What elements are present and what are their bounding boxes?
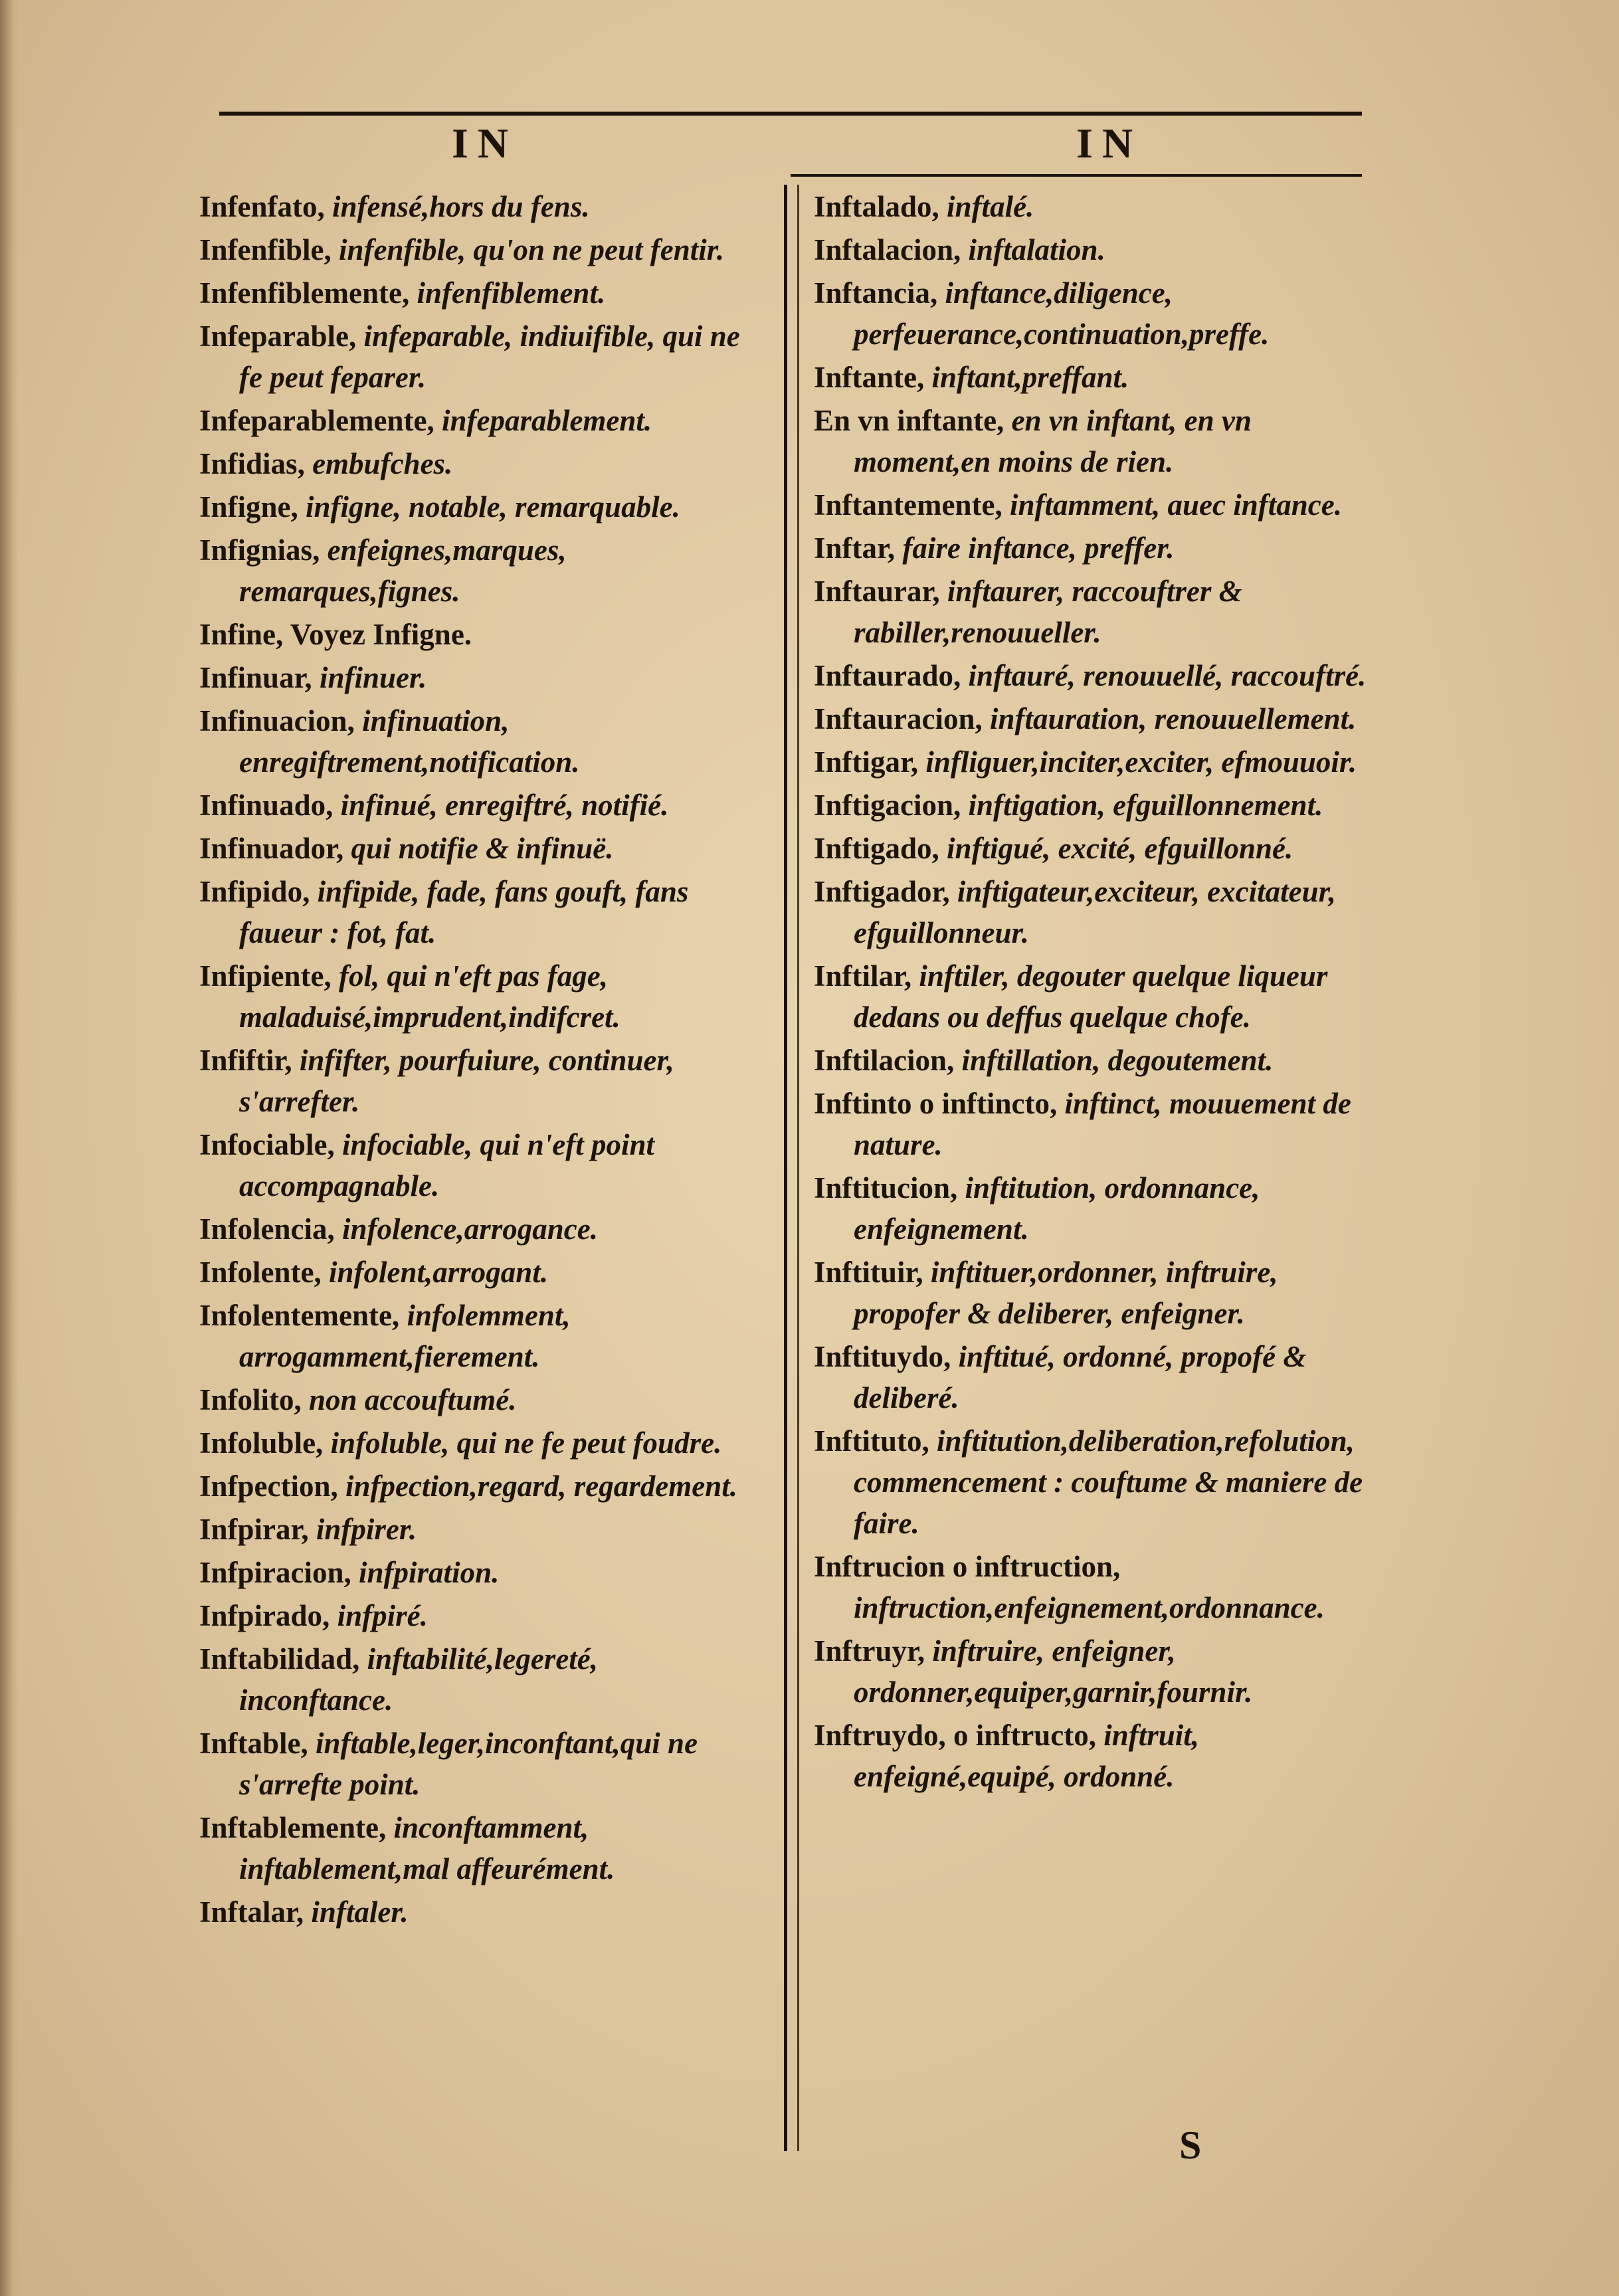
- running-head-right: IN: [1076, 120, 1143, 167]
- entry-headword: Inftilar,: [814, 959, 912, 993]
- entry-headword: Inftituydo,: [814, 1340, 951, 1373]
- dictionary-entry: [199, 443, 757, 484]
- entry-headword: Inftigacion,: [814, 789, 961, 822]
- dictionary-entry: [814, 571, 1372, 653]
- dictionary-entry: [199, 657, 757, 698]
- entry-headword: Infolente,: [199, 1256, 322, 1289]
- entry-definition: inftinct, mouuement de nature.: [854, 1087, 1351, 1161]
- dictionary-entry: [199, 186, 757, 227]
- dictionary-entry: [814, 1252, 1372, 1334]
- entry-headword: Infenfiblemente,: [199, 276, 410, 310]
- dictionary-entry: [199, 785, 757, 826]
- dictionary-entry: [814, 1167, 1372, 1250]
- entry-definition: inftable,leger,inconftant,qui ne s'arrefte point.: [239, 1727, 698, 1801]
- entry-headword: Inftaurado,: [814, 659, 961, 692]
- entry-definition: inftillation, degoutement.: [954, 1044, 1274, 1077]
- dictionary-entry: [199, 229, 757, 270]
- dictionary-entry: [814, 785, 1372, 826]
- dictionary-entry: [199, 529, 757, 612]
- dictionary-entry: [814, 698, 1372, 739]
- dictionary-entry: [199, 1807, 757, 1889]
- dictionary-entry: [814, 1083, 1372, 1165]
- entry-headword: Infinuado,: [199, 789, 333, 822]
- dictionary-entry: [814, 655, 1372, 696]
- entry-headword: Inftitucion,: [814, 1171, 958, 1204]
- entry-definition: inftabilité,legereté, inconftance.: [239, 1642, 599, 1717]
- dictionary-entry: [199, 1379, 757, 1420]
- dictionary-entry: [814, 828, 1372, 869]
- entry-headword: Inftancia,: [814, 276, 938, 310]
- entry-headword: Infine, Voyez Infigne.: [199, 618, 472, 651]
- entry-definition: inftitution, ordonnance, enfeignement.: [854, 1171, 1260, 1246]
- entry-definition: inftituer,ordonner, inftruire, propofer & deliberer, enfeigner.: [854, 1256, 1278, 1330]
- dictionary-entry: [199, 614, 757, 655]
- dictionary-entry: [199, 316, 757, 398]
- entry-definition: inftauration, renouuellement.: [982, 702, 1357, 735]
- entry-definition: inftance,diligence, perfeuerance,continuation,preffe.: [854, 276, 1270, 351]
- entry-headword: Inftruyr,: [814, 1634, 925, 1668]
- dictionary-entry: [814, 1546, 1372, 1628]
- dictionary-entry: [199, 1509, 757, 1550]
- dictionary-entry: [199, 1208, 757, 1250]
- entry-headword: Infeparable,: [199, 320, 357, 353]
- dictionary-entry: [199, 1723, 757, 1805]
- entry-definition: infoluble, qui ne fe peut foudre.: [323, 1426, 722, 1460]
- dictionary-entry: [814, 741, 1372, 783]
- entry-headword: Infenfato,: [199, 190, 325, 223]
- entry-headword: Inftabilidad,: [199, 1642, 360, 1675]
- entry-definition: inftalation.: [961, 233, 1105, 266]
- dictionary-entry: [814, 272, 1372, 355]
- entry-definition: infinuer.: [312, 661, 427, 694]
- entry-definition: inftalé.: [939, 190, 1034, 223]
- dictionary-entry: [814, 1715, 1372, 1797]
- entry-definition: infliguer,inciter,exciter, efmouuoir.: [918, 745, 1357, 779]
- entry-definition: inftaler.: [304, 1895, 409, 1929]
- dictionary-entry: [199, 1466, 757, 1507]
- entry-headword: Inftituir,: [814, 1256, 923, 1289]
- entry-definition: embufches.: [304, 447, 453, 480]
- entry-definition: infolemment, arrogamment,fierement.: [239, 1299, 571, 1373]
- entry-headword: Inftigar,: [814, 745, 919, 779]
- entry-definition: faire inftance, preffer.: [895, 531, 1175, 565]
- dictionary-entry: [199, 1252, 757, 1293]
- dictionary-entry: [814, 400, 1372, 482]
- entry-headword: Infoluble,: [199, 1426, 324, 1460]
- entry-headword: Infolentemente,: [199, 1299, 400, 1332]
- entry-headword: Inftante,: [814, 361, 925, 394]
- entry-headword: Infinuar,: [199, 661, 312, 694]
- dictionary-entry: [814, 871, 1372, 953]
- entry-headword: Inftigador,: [814, 875, 950, 908]
- dictionary-entry: [199, 1891, 757, 1933]
- entry-definition: infenfiblement.: [409, 276, 606, 310]
- entry-headword: Inftar,: [814, 531, 896, 565]
- dictionary-column-right: [814, 186, 1372, 1799]
- entry-definition: inftigation, efguillonnement.: [961, 789, 1323, 822]
- entry-definition: infolent,arrogant.: [321, 1256, 549, 1289]
- entry-headword: Inftauracion,: [814, 702, 983, 735]
- entry-headword: Inftantemente,: [814, 488, 1002, 522]
- entry-headword: Infigne,: [199, 490, 298, 524]
- entry-headword: Inftituto,: [814, 1424, 929, 1458]
- entry-definition: inftitué, ordonné, propofé & deliberé.: [854, 1340, 1307, 1414]
- entry-definition: inftigué, excité, efguillonné.: [939, 832, 1293, 865]
- dictionary-entry: [814, 229, 1372, 270]
- entry-headword: Inftinto o inftincto,: [814, 1087, 1058, 1120]
- dictionary-entry: [199, 828, 757, 869]
- entry-headword: Infeparablemente,: [199, 404, 434, 437]
- entry-definition: infeparable, indiuifible, qui ne fe peut feparer.: [239, 320, 740, 394]
- entry-definition: inftitution,deliberation,refolution, commencement : couftume & maniere de faire.: [854, 1424, 1363, 1540]
- entry-definition: infeparablement.: [434, 404, 652, 437]
- entry-definition: infifter, pourfuiure, continuer, s'arrefter.: [239, 1044, 674, 1118]
- dictionary-entry: [814, 484, 1372, 526]
- dictionary-entry: [199, 871, 757, 953]
- entry-headword: Infpiracion,: [199, 1556, 351, 1589]
- entry-definition: infpirer.: [308, 1513, 417, 1546]
- entry-definition: inftruction,enfeignement,ordonnance.: [854, 1591, 1325, 1624]
- entry-definition: infipide, fade, fans gouft, fans faueur : fot, fat.: [239, 875, 689, 949]
- entry-definition: infenfible, qu'on ne peut fentir.: [331, 233, 725, 266]
- dictionary-entry: [199, 700, 757, 783]
- entry-definition: infensé,hors du fens.: [324, 190, 590, 223]
- entry-definition: infolence,arrogance.: [334, 1212, 598, 1246]
- entry-headword: Inftrucion o inftruction,: [814, 1550, 1121, 1583]
- entry-definition: infociable, qui n'eft point accompagnable.: [239, 1128, 655, 1202]
- dictionary-column-left: [199, 186, 757, 1935]
- entry-headword: Infignias,: [199, 533, 320, 567]
- header-rule-right: [791, 174, 1362, 177]
- entry-headword: Infipiente,: [199, 959, 332, 993]
- entry-headword: Inftruydo, o inftructo,: [814, 1719, 1096, 1752]
- signature-mark: S: [1179, 2123, 1202, 2167]
- column-divider-inner: [797, 185, 799, 2151]
- entry-definition: infigne, notable, remarquable.: [298, 490, 680, 524]
- dictionary-entry: [814, 1420, 1372, 1544]
- entry-definition: qui notifie & infinuë.: [343, 832, 614, 865]
- entry-definition: inftauré, renouuellé, raccouftré.: [961, 659, 1367, 692]
- entry-headword: Infiftir,: [199, 1044, 292, 1077]
- entry-headword: Inftaurar,: [814, 575, 940, 608]
- entry-headword: Infpirado,: [199, 1599, 330, 1632]
- entry-headword: En vn inftante,: [814, 404, 1004, 437]
- dictionary-entry: [199, 1040, 757, 1122]
- entry-headword: Infolito,: [199, 1383, 302, 1416]
- entry-definition: infpection,regard, regardement.: [337, 1470, 737, 1503]
- entry-headword: Inftalacion,: [814, 233, 961, 266]
- dictionary-entry: [814, 1336, 1372, 1418]
- entry-definition: inftant,preffant.: [924, 361, 1129, 394]
- page-gutter-shadow: [0, 0, 19, 2296]
- entry-headword: Infpection,: [199, 1470, 338, 1503]
- entry-headword: Infinuador,: [199, 832, 344, 865]
- dictionary-entry: [199, 1422, 757, 1464]
- dictionary-entry: [814, 186, 1372, 227]
- dictionary-entry: [199, 400, 757, 441]
- entry-headword: Infolencia,: [199, 1212, 335, 1246]
- dictionary-entry: [199, 1124, 757, 1206]
- dictionary-entry: [199, 272, 757, 314]
- dictionary-entry: [199, 1595, 757, 1636]
- entry-headword: Inftable,: [199, 1727, 308, 1760]
- entry-headword: Inftalar,: [199, 1895, 304, 1929]
- entry-definition: en vn inftant, en vn moment,en moins de rien.: [854, 404, 1252, 478]
- entry-headword: Infidias,: [199, 447, 305, 480]
- dictionary-entry: [814, 357, 1372, 398]
- entry-definition: enfeignes,marques, remarques,fignes.: [239, 533, 567, 608]
- entry-definition: inftamment, auec inftance.: [1002, 488, 1342, 522]
- entry-definition: inftigateur,exciteur, excitateur, efguillonneur.: [854, 875, 1336, 949]
- entry-definition: infinué, enregiftré, notifié.: [333, 789, 669, 822]
- entry-definition: infpiré.: [330, 1599, 428, 1632]
- column-divider: [784, 185, 787, 2151]
- entry-headword: Infociable,: [199, 1128, 335, 1161]
- entry-definition: inftiler, degouter quelque liqueur dedans ou deffus quelque chofe.: [854, 959, 1328, 1034]
- dictionary-entry: [814, 527, 1372, 569]
- entry-headword: Infipido,: [199, 875, 310, 908]
- entry-headword: Infenfible,: [199, 233, 332, 266]
- dictionary-entry: [199, 955, 757, 1038]
- entry-definition: inconftamment, inftablement,mal affeurément.: [239, 1811, 615, 1885]
- entry-definition: inftruit, enfeigné,equipé, ordonné.: [854, 1719, 1200, 1793]
- entry-headword: Inftalado,: [814, 190, 939, 223]
- entry-definition: non accouftumé.: [301, 1383, 517, 1416]
- dictionary-entry: [199, 1552, 757, 1593]
- entry-definition: inftruire, enfeigner, ordonner,equiper,garnir,fournir.: [854, 1634, 1253, 1709]
- entry-headword: Inftablemente,: [199, 1811, 387, 1844]
- entry-definition: infpiration.: [351, 1556, 500, 1589]
- dictionary-entry: [199, 1638, 757, 1721]
- dictionary-entry: [199, 1295, 757, 1377]
- entry-definition: infinuation, enregiftrement,notification.: [239, 704, 580, 779]
- dictionary-entry: [199, 486, 757, 527]
- header-rule: [219, 112, 1362, 116]
- running-head-left: IN: [452, 120, 518, 167]
- entry-definition: inftaurer, raccouftrer & rabiller,renouueller.: [854, 575, 1242, 649]
- entry-headword: Inftigado,: [814, 832, 939, 865]
- entry-definition: fol, qui n'eft pas fage, maladuisé,imprudent,indifcret.: [239, 959, 620, 1034]
- entry-headword: Inftilacion,: [814, 1044, 955, 1077]
- entry-headword: Infinuacion,: [199, 704, 355, 737]
- dictionary-entry: [814, 955, 1372, 1038]
- dictionary-entry: [814, 1630, 1372, 1713]
- entry-headword: Infpirar,: [199, 1513, 309, 1546]
- dictionary-entry: [814, 1040, 1372, 1081]
